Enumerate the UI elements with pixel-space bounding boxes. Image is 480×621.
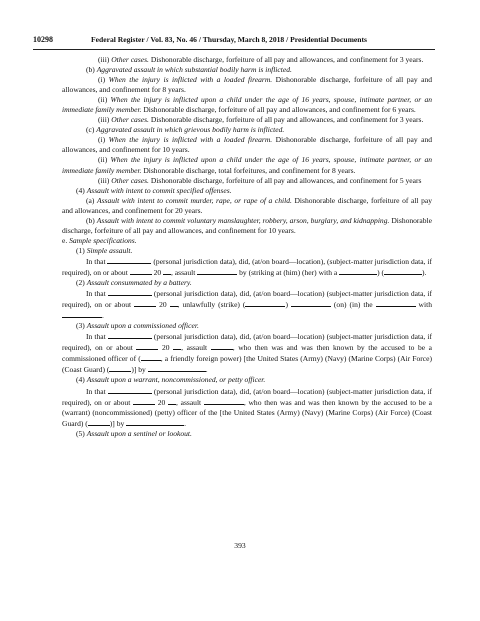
fill-in-blank bbox=[130, 267, 152, 275]
spec-text: )] by bbox=[131, 365, 146, 375]
spec-text: ). bbox=[422, 267, 427, 277]
fill-in-blank bbox=[141, 353, 161, 361]
spec-text: (personal jurisdiction data), did, (at/on board—location) (subject-matter jurisdiction data, if required), on or about bbox=[62, 332, 433, 353]
paragraph: (iii) Other cases. Dishonorable discharge, forfeiture of all pay and allowances, and confinement for 5 years bbox=[98, 175, 422, 185]
spec-text: In that bbox=[86, 332, 106, 342]
header-publication-info: Federal Register / Vol. 83, No. 46 / Thursday, March 8, 2018 / Presidential Documents bbox=[91, 35, 367, 44]
fill-in-blank bbox=[109, 364, 131, 372]
sample-specification bbox=[62, 331, 432, 375]
fill-in-blank bbox=[197, 267, 237, 275]
paragraph-heading: (c) Aggravated assault in which grievous bodily harm is inflicted. bbox=[86, 125, 285, 135]
spec-text: with bbox=[418, 300, 432, 310]
spec-text: ) bbox=[285, 300, 288, 310]
spec-text: (personal jurisdiction data), did, (at/on board—location) (subject-matter jurisdiction data, if required), on or about bbox=[62, 289, 433, 310]
fill-in-blank bbox=[108, 386, 152, 394]
spec-text: 20 bbox=[157, 397, 166, 407]
fill-in-blank bbox=[107, 256, 151, 264]
spec-text: , assault bbox=[181, 343, 208, 353]
spec-text: )] by bbox=[109, 418, 125, 428]
spec-text: , a friendly foreign power) [the United States (Army) (Navy) (Marine Corps) (Air Force) (Coast Guard) ( bbox=[62, 354, 432, 375]
fill-in-blank bbox=[88, 418, 110, 426]
spec-text: 20 bbox=[159, 300, 167, 310]
paragraph-heading: (1) Simple assault. bbox=[76, 245, 133, 255]
paragraph: (i) When the injury is inflicted with a loaded firearm. Dishonorable discharge, forfeiture of all pay and allowances, and confinement for 8 years. bbox=[62, 75, 432, 95]
paragraph: (iii) Other cases. Dishonorable discharge, forfeiture of all pay and allowances, and confinement for 3 years. bbox=[98, 115, 424, 125]
fill-in-blank bbox=[376, 299, 416, 307]
spec-text: (on) (in) the bbox=[333, 300, 373, 310]
fill-in-blank bbox=[62, 310, 104, 321]
header-page-number: 10298 bbox=[33, 35, 53, 44]
fill-in-blank bbox=[291, 299, 331, 307]
spec-text: , assault bbox=[176, 397, 202, 407]
fill-in-blank bbox=[384, 267, 422, 275]
section-heading: e. Sample specifications. bbox=[62, 235, 137, 245]
spec-text: , who then was and was then known by the accused to be a commissioned officer of ( bbox=[62, 343, 432, 364]
document-body bbox=[62, 55, 432, 439]
fill-in-blank bbox=[211, 342, 233, 350]
paragraph: (a) Assault with intent to commit murder, rape, or rape of a child. Dishonorable discharge, forfeiture of all pay and allowances, and confinement for 20 years. bbox=[62, 195, 432, 215]
fill-in-blank bbox=[108, 288, 152, 296]
spec-text: . bbox=[184, 418, 187, 428]
footer-page-number: 393 bbox=[234, 541, 246, 550]
page-header bbox=[33, 35, 435, 49]
fill-in-blank bbox=[148, 364, 208, 375]
paragraph: (b) Assault with intent to commit voluntary manslaughter, robbery, arson, burglary, and kidnapping. Dishonorable discharge, forfeiture of all pay and allowances, and confinement for 10 years. bbox=[62, 215, 433, 235]
spec-text: , unlawfully (strike) ( bbox=[177, 300, 246, 310]
fill-in-blank bbox=[204, 397, 244, 405]
paragraph-heading: (4) Assault with intent to commit specified offenses. bbox=[76, 185, 232, 195]
spec-text: (personal jurisdiction data), did, (at/on board—location) (subject-matter jurisdiction data, if required), on or about bbox=[62, 386, 433, 407]
paragraph: (i) When the injury is inflicted with a loaded firearm. Dishonorable discharge, forfeiture of all pay and allowances, and confinement for 10 years. bbox=[62, 135, 432, 155]
sample-specification bbox=[62, 288, 432, 321]
spec-text: . bbox=[205, 365, 208, 375]
paragraph-heading: (2) Assault consummated by a battery. bbox=[76, 278, 192, 288]
spec-text: , who then was and was then known by the accused to be a (warrant) (noncommissioned) (petty) officer of the [the United States (Army) (Navy) (Marine Corps) (Air Force) (Coast Guard) ( bbox=[62, 397, 432, 428]
spec-text: In that bbox=[86, 386, 106, 396]
header-rule bbox=[33, 49, 435, 50]
spec-text: 20 bbox=[153, 267, 162, 277]
spec-text: ) ( bbox=[377, 267, 385, 277]
paragraph: (ii) When the injury is inflicted upon a child under the age of 16 years, spouse, intimate partner, or an immediate family member. Dishonorable discharge, total forfeitures, and confinement for 8 years. bbox=[62, 155, 432, 175]
spec-text: In that bbox=[86, 289, 106, 299]
paragraph-heading: (4) Assault upon a warrant, noncommissioned, or petty officer. bbox=[76, 375, 266, 385]
fill-in-blank bbox=[245, 299, 285, 307]
paragraph: (iii) Other cases. Dishonorable discharge, forfeiture of all pay and allowances, and confinement for 3 years. bbox=[98, 55, 424, 64]
paragraph-heading: (b) Aggravated assault in which substantial bodily harm is inflicted. bbox=[86, 65, 292, 75]
fill-in-blank bbox=[134, 299, 156, 307]
sample-specification bbox=[62, 386, 432, 429]
paragraph-heading: (3) Assault upon a commissioned officer. bbox=[76, 321, 199, 331]
fill-in-blank bbox=[173, 342, 181, 350]
paragraph-heading: (5) Assault upon a sentinel or lookout. bbox=[76, 428, 192, 438]
fill-in-blank bbox=[126, 418, 187, 428]
fill-in-blank bbox=[136, 342, 158, 350]
fill-in-blank bbox=[108, 331, 152, 339]
paragraph: (ii) When the injury is inflicted upon a child under the age of 16 years, spouse, intimate partner, or an immediate family member. Dishonorable discharge, forfeiture of all pay and allowances, and confinement for 6 years. bbox=[62, 95, 432, 115]
fill-in-blank bbox=[339, 267, 377, 275]
spec-text: by (striking at (him) (her) with a bbox=[239, 267, 338, 277]
fill-in-blank bbox=[163, 267, 171, 275]
fill-in-blank bbox=[133, 397, 155, 405]
spec-text: 20 bbox=[162, 343, 170, 353]
spec-text: (personal jurisdiction data), did, (at/on board—location), (subject-matter jurisdiction data, if required), on or about bbox=[62, 256, 432, 277]
sample-specification bbox=[62, 256, 432, 278]
fill-in-blank bbox=[168, 397, 176, 405]
spec-text: In that bbox=[86, 256, 106, 266]
spec-text: , assault bbox=[171, 267, 196, 277]
spec-text: . bbox=[102, 311, 104, 321]
fill-in-blank bbox=[170, 299, 178, 307]
